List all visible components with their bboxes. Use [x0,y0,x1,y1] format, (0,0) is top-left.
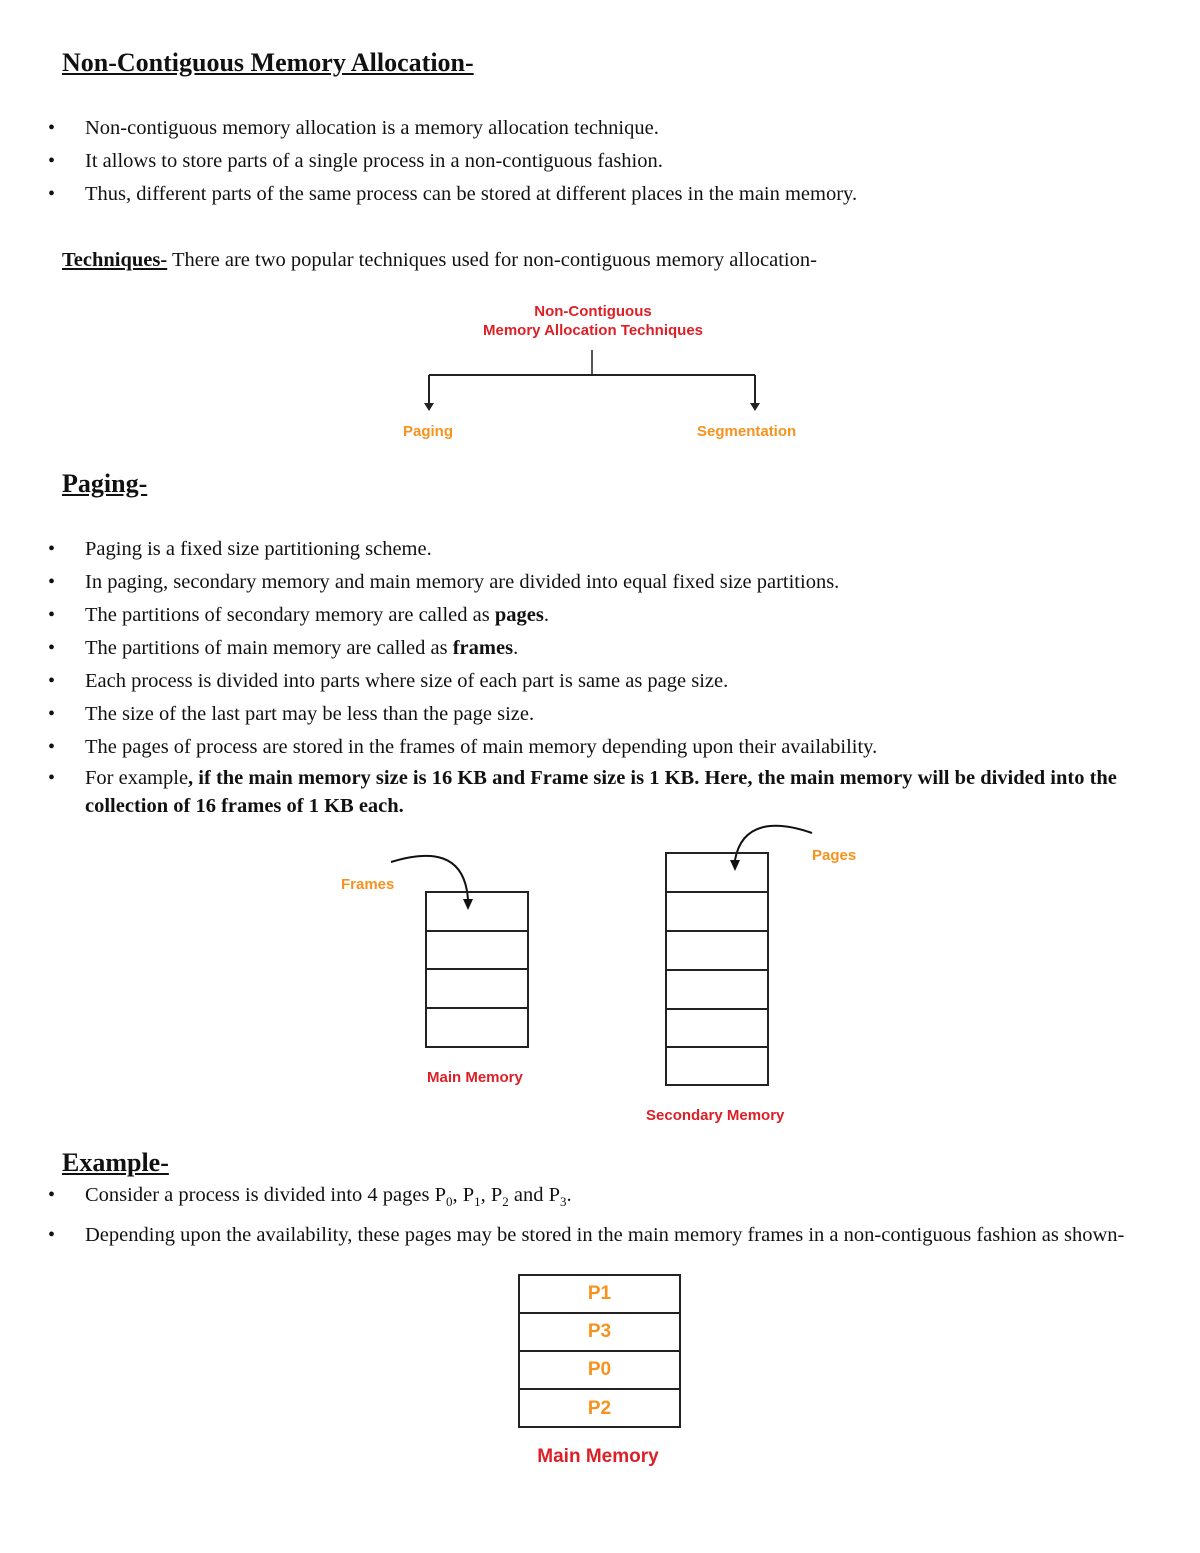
page-cell [667,971,767,1010]
frame-cell [427,893,527,932]
page-cell [667,1010,767,1048]
techniques-label: Techniques- [62,249,168,271]
example-prefix: For example [85,767,189,789]
list-item: • Paging is a fixed size partitioning scheme. [85,533,1155,566]
tree-child-segmentation: Segmentation [697,423,797,440]
main-memory-label: Main Memory [427,1069,523,1086]
page-cell [667,893,767,932]
subscript-1: 1 [474,1194,481,1210]
frames-term: frames [452,637,514,659]
consider-sep2: , P [480,1184,503,1206]
list-item: • Non-contiguous memory allocation is a memory allocation technique. [85,112,857,145]
frames-suffix: . [513,637,519,659]
list-item: • Depending upon the availability, these pages may be stored in the main memory frames in a non-contiguous fashion as shown- [85,1221,1145,1249]
heading-non-contiguous: Non-Contiguous Memory Allocation- [62,48,474,77]
main-memory-block [425,891,529,1048]
pages-suffix: . [543,604,549,626]
subscript-3: 3 [560,1194,567,1210]
page-cell-p2: P2 [587,1398,612,1419]
frame-cell [427,970,527,1009]
page-cell [667,1048,767,1084]
list-item: • It allows to store parts of a single process in a non-contiguous fashion. [85,145,857,178]
techniques-text: There are two popular techniques used for non-contiguous memory allocation- [167,249,817,271]
list-item: • The size of the last part may be less than the page size. [85,698,1155,731]
list-item: • In paging, secondary memory and main memory are divided into equal fixed size partitions. [85,566,1155,599]
subscript-0: 0 [445,1194,453,1210]
page-cell-p3: P3 [520,1314,679,1352]
page-cell [667,932,767,971]
consider-suffix: . [566,1184,572,1206]
heading-example: Example- [62,1148,169,1177]
list-item: • Each process is divided into parts where size of each part is same as page size. [85,665,1155,698]
example-main-memory-label: Main Memory [537,1446,659,1467]
consider-sep1: , P [452,1184,475,1206]
subscript-2: 2 [502,1194,509,1210]
page-cell-p1: P1 [520,1276,679,1314]
frames-prefix: The partitions of main memory are called as [85,637,453,659]
page-cell [667,854,767,893]
list-item [85,1181,1145,1216]
consider-prefix: Consider a process is divided into 4 pages P [85,1184,446,1206]
consider-sep3: and P [508,1184,561,1206]
pages-term: pages [494,604,544,626]
tree-root-line2: Memory Allocation Techniques [482,322,704,339]
example-bold-text: , if the main memory size is 16 KB and Frame size is 1 KB. Here, the main memory will be divided into the collection of 16 frames of 1 KB each. [85,767,1117,817]
secondary-memory-label: Secondary Memory [646,1107,785,1124]
heading-paging: Paging- [62,469,148,498]
list-item: • The pages of process are stored in the frames of main memory depending upon their availability. [85,731,1155,764]
tree-child-paging: Paging [403,423,454,440]
example-bullet-list [0,1181,1145,1254]
example-main-memory-block [518,1274,681,1428]
secondary-memory-block [665,852,769,1086]
frame-cell [427,932,527,971]
list-item: • Thus, different parts of the same process can be stored at different places in the main memory. [85,178,857,211]
frames-label: Frames [341,876,395,893]
page-cell-p0: P0 [520,1352,679,1390]
frame-cell [427,1009,527,1047]
tree-root-line1: Non-Contiguous [534,303,652,320]
pages-prefix: The partitions of secondary memory are called as [85,604,495,626]
pages-label: Pages [812,847,857,864]
